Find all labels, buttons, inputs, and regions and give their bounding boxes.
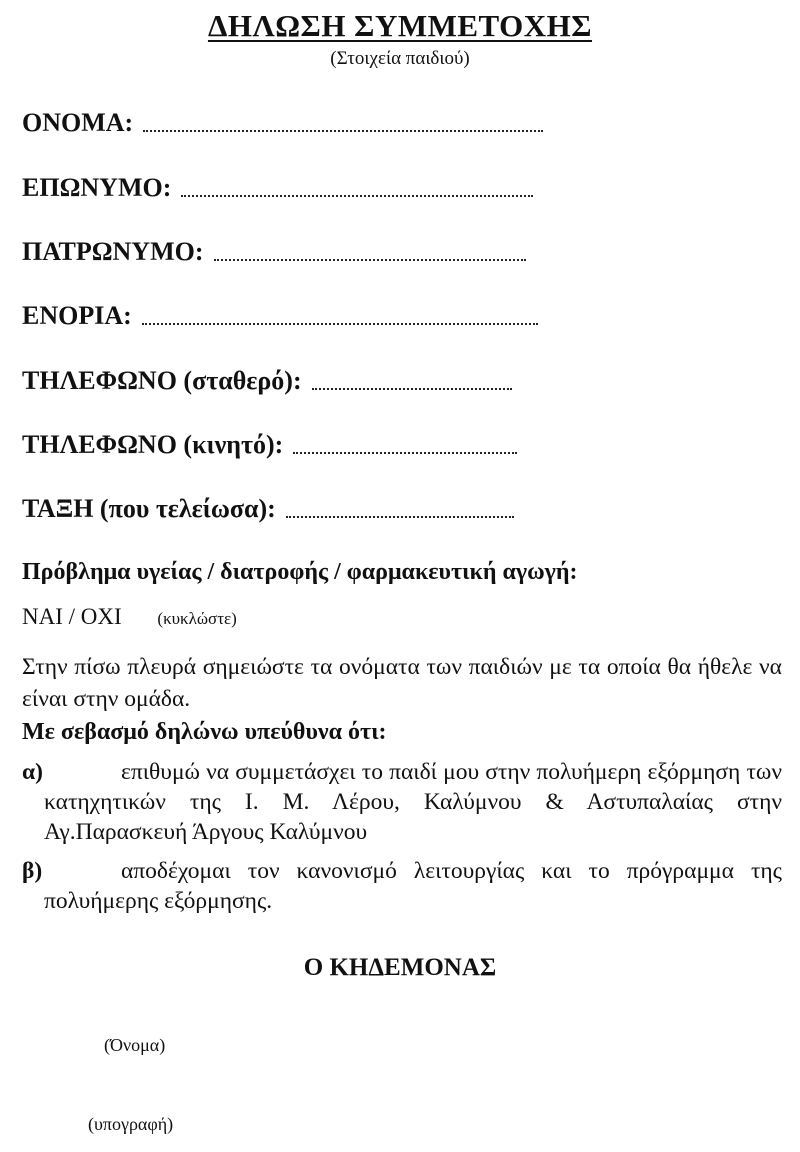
form-title: ΔΗΛΩΣΗ ΣΥΜΜΕΤΟΧΗΣ [207, 8, 593, 43]
declaration-item-b-mark: β) [22, 858, 43, 884]
yes-no-choice [22, 604, 237, 630]
field-grade-label: ΤΑΞΗ (που τελείωσα): [22, 494, 276, 523]
field-surname-line[interactable] [181, 194, 533, 197]
field-landline-line[interactable] [312, 387, 512, 390]
circle-instruction: (κυκλώστε) [157, 609, 237, 628]
field-parish-label: ΕΝΟΡΙΑ: [22, 301, 132, 330]
health-question: Πρόβλημα υγείας / διατροφής / φαρμακευτική αγωγή: [22, 559, 578, 585]
guardian-signature-label: (υπογραφή) [88, 1114, 174, 1134]
field-mobile-label: ΤΗΛΕΦΩΝΟ (κινητό): [22, 430, 284, 459]
guardian-heading: Ο ΚΗΔΕΜΟΝΑΣ [303, 954, 497, 981]
declaration-item-a-text: επιθυμώ να συμμετάσχει το παιδί μου στην πολυήμερη εξόρμηση των κατηχητικών της Ι. Μ. Λέρου, Καλύμνου & Αστυπαλαίας στην Αγ.Παρασκευή Άργους Καλύμνου [44, 759, 782, 845]
field-name-label: ΟΝΟΜΑ: [22, 108, 134, 137]
field-fathers-name-label: ΠΑΤΡΩΝΥΜΟ: [22, 237, 204, 266]
declaration-item-b [22, 856, 782, 916]
field-grade-line[interactable] [286, 515, 514, 518]
field-parish [22, 297, 538, 331]
field-name [22, 104, 543, 138]
declaration-item-a [22, 757, 782, 847]
children-note: Στην πίσω πλευρά σημειώστε τα ονόματα των παιδιών με τα οποία θα ήθελε να είναι στην ομάδα. [22, 654, 782, 712]
field-name-line[interactable] [143, 129, 543, 132]
declaration-heading: Με σεβασμό δηλώνω υπεύθυνα ότι: [22, 719, 387, 745]
field-surname [22, 169, 533, 203]
field-mobile-line[interactable] [293, 451, 517, 454]
field-surname-label: ΕΠΩΝΥΜΟ: [22, 173, 172, 202]
declaration-item-b-text: αποδέχομαι τον κανονισμό λειτουργίας και το πρόγραμμα της πολυήμερης εξόρμησης. [44, 858, 782, 914]
guardian-name-label: (Όνομα) [104, 1035, 166, 1055]
field-mobile [22, 426, 517, 460]
declaration-item-a-mark: α) [22, 759, 43, 785]
field-landline-label: ΤΗΛΕΦΩΝΟ (σταθερό): [22, 366, 302, 395]
form-subtitle: (Στοιχεία παιδιού) [330, 48, 470, 69]
field-landline [22, 362, 512, 396]
yes-no-options[interactable]: ΝΑΙ / ΟΧΙ [22, 604, 122, 629]
field-fathers-name-line[interactable] [214, 258, 526, 261]
field-grade [22, 490, 514, 524]
field-fathers-name [22, 233, 526, 267]
field-parish-line[interactable] [142, 322, 538, 325]
